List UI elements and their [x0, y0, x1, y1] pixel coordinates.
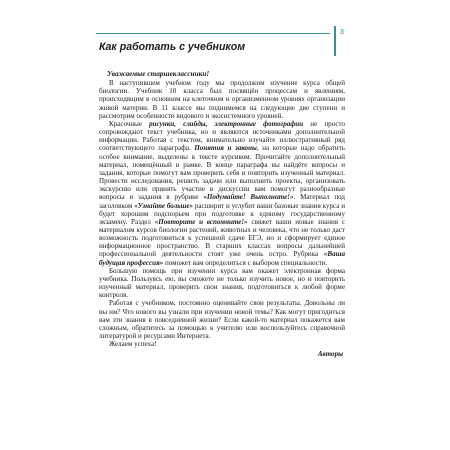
text-run: расширит и углубит ваши базовые знания курса и будет хорошим подспорьем при подготовке к единому государственному экзамену. Раздел: [99, 201, 345, 226]
page-title: Как работать с учебником: [99, 41, 246, 53]
header-rule: [96, 33, 330, 34]
text-run: Красочные: [109, 119, 150, 128]
salutation: Уважаемые старшеклассники!: [107, 69, 210, 78]
paragraph-self-assessment: Работая с учебником, постоянно оценивайте свои результаты. Довольны ли вы им? Что нового вы узнали при изучении новой темы? Как могут пригодиться вам эти знания в повседневной жизни? Если какой-то материал покажется вам сложным, обратитесь за помощью к учителю или воспользуйтесь справочной литературой и ресурсами Интернета.: [99, 299, 345, 340]
rubric-repeat-remember: «Повторите и вспомните!»: [154, 217, 248, 226]
text-run: . Материал под заголовком: [99, 193, 345, 210]
emphasis-concepts: Понятия и законы: [194, 144, 257, 153]
paragraph-intro: В наступившем учебном году мы продолжим изучение курса общей биологии. Учебник 10 класса был посвящён процессам и явлениям, происходящим в основном на клеточном и организменном уровнях организации живой материи. В 11 классе мы поднимемся на следующие две ступени и рассмотрим особенности видового и экосистемного уровней.: [99, 79, 345, 120]
text-run: свяжет ваши новые знания с материалом курсов биологии растений, животных и человека, что не только даст возможность подготовиться к успешной сдаче ЕГЭ, но и сформирует единое информационное пространство. В старших классах вопросы дальнейшей профессиональной деятельности стоят уже очень остро. Рубрика: [99, 217, 345, 259]
rubric-learn-more: «Узнайте больше»: [134, 201, 193, 210]
paragraph-electronic-form: Большую помощь при изучении курса вам окажет электронная форма учебника. Пользуясь ею, вы сможете не только изучить новое, но и повторить изученный материал, проверить свои знания, подготовиться к любой форме контроля.: [99, 266, 345, 300]
page-number: 3: [340, 29, 344, 36]
paragraph-wishes: Желаем успеха!: [109, 340, 157, 349]
text-run: поможет вам определиться с выбором специальности.: [163, 258, 328, 267]
rubric-future-profession: «Ваша будущая профессия»: [99, 250, 345, 267]
signature: Авторы: [317, 350, 343, 359]
paragraph-textbook-structure: [99, 120, 345, 267]
emphasis-illustrations: рисунки, слайды, электронные фотографии: [149, 119, 304, 128]
text-run: не просто сопровождают текст учебника, но и являются источниками дополнительной информации. Работая с текстом, внимательно изучайте иллюстративный ряд соответствующего параграфа.: [99, 119, 345, 153]
rubric-think-do: «Подумайте! Выполните!»: [203, 193, 294, 202]
text-run: , на которые надо обратить особое внимание, выделены в тексте курсивом. Прочитайте дополнительный материал, помещённый в рамке. В конце параграфа вы найдёте вопросы и задания, которые помогут вам проверить себя и повторить изученный материал. Провести исследования, решить задачи или выполнить проекты, организовать экскурсию или принять участие в дискуссии вам помогут разнообразные вопросы и задания в рубрике: [99, 144, 345, 202]
document-body: [99, 70, 345, 358]
